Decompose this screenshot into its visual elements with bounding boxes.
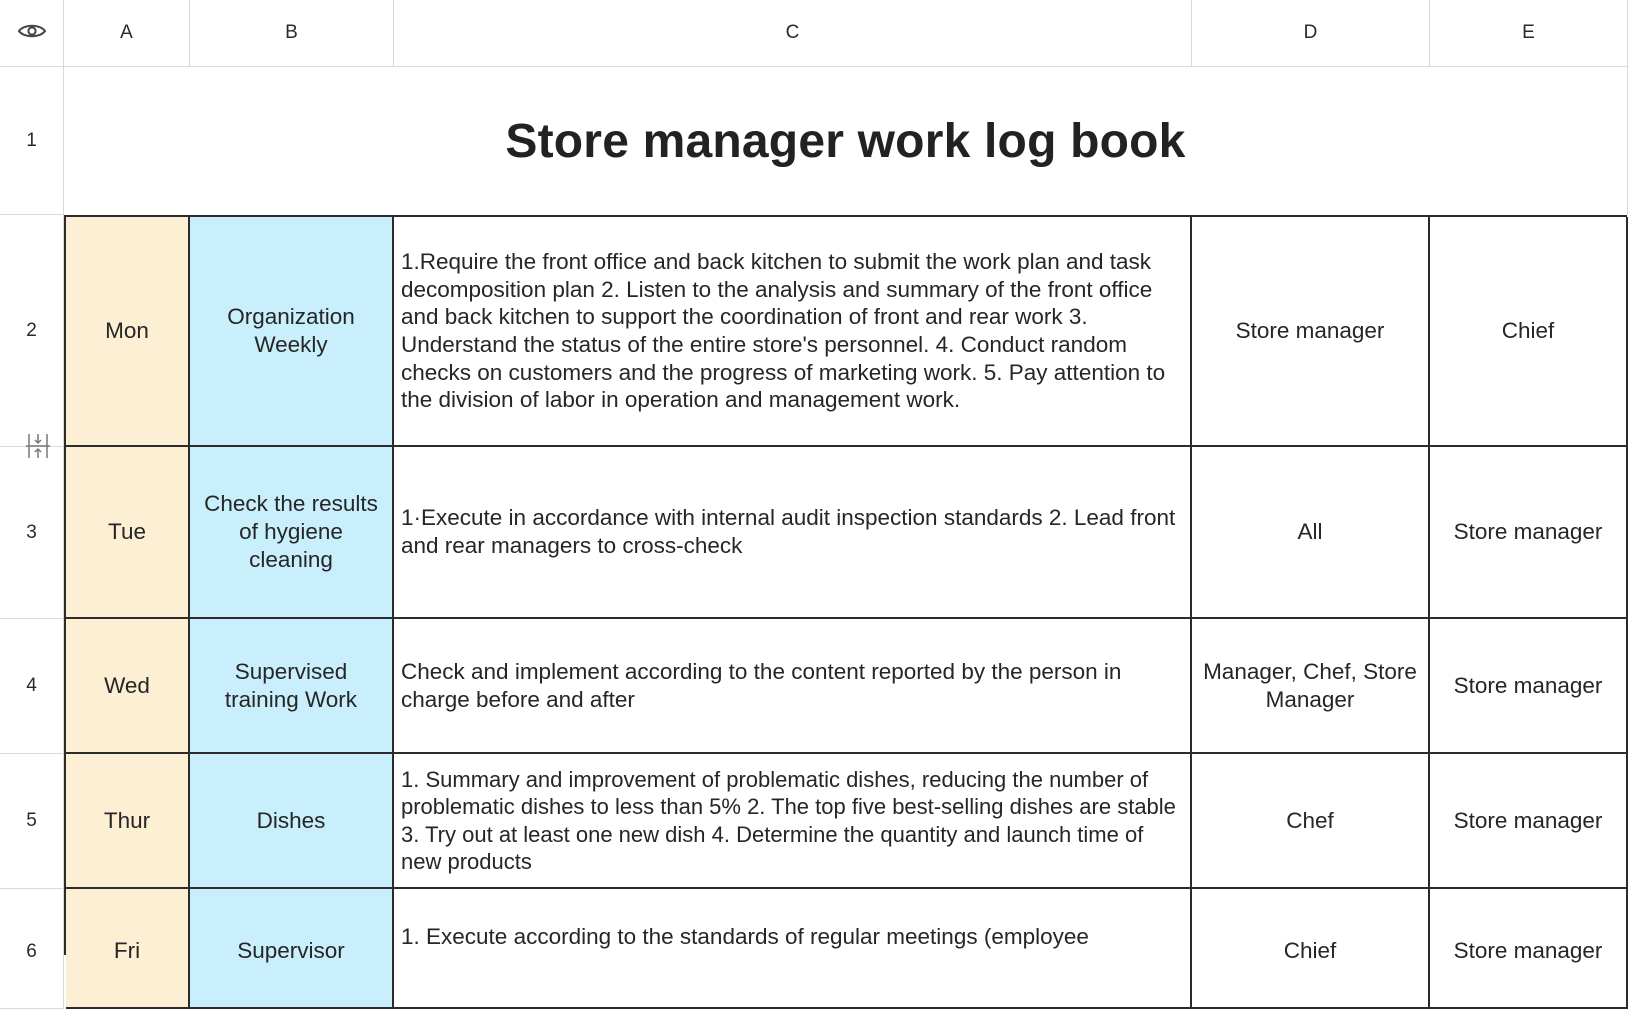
content-text: Check and implement according to the content reported by the person in charge before and after	[401, 658, 1122, 712]
topic-cell[interactable]: Dishes	[190, 754, 394, 889]
row-resize-handle[interactable]	[24, 432, 52, 460]
responsible-cell[interactable]: Store manager	[1192, 217, 1430, 447]
sheet-right-margin	[1628, 0, 1640, 952]
supervisor-cell[interactable]: Store manager	[1430, 754, 1628, 889]
day-cell[interactable]: Tue	[66, 447, 190, 619]
content-cell[interactable]	[394, 447, 1192, 619]
supervisor-cell[interactable]: Store manager	[1430, 889, 1628, 1009]
column-header-d[interactable]: D	[1192, 0, 1430, 67]
day-cell[interactable]: Mon	[66, 217, 190, 447]
supervisor-cell[interactable]: Store manager	[1430, 619, 1628, 754]
content-text: 1. Execute according to the standards of regular meetings (employee	[401, 924, 1089, 949]
content-text: 1. Summary and improvement of problematic dishes, reducing the number of problematic dishes to less than 5% 2. The top five best-selling dishes are stable 3. Try out at least one new dish 4. Determine the quantity and launch time of new products	[401, 767, 1176, 874]
topic-cell[interactable]: Check the results of hygiene cleaning	[190, 447, 394, 619]
row-header-2[interactable]: 2	[0, 215, 64, 447]
day-cell[interactable]: Wed	[66, 619, 190, 754]
select-all-corner[interactable]	[0, 0, 64, 67]
row-header-4[interactable]: 4	[0, 619, 64, 754]
content-cell[interactable]	[394, 217, 1192, 447]
column-header-c[interactable]: C	[394, 0, 1192, 67]
column-header-a[interactable]: A	[64, 0, 190, 67]
responsible-cell[interactable]: Chef	[1192, 754, 1430, 889]
row-header-1[interactable]: 1	[0, 67, 64, 215]
page-title[interactable]: Store manager work log book	[64, 67, 1628, 215]
row-header-3[interactable]: 3	[0, 447, 64, 619]
content-cell[interactable]	[394, 754, 1192, 889]
content-cell[interactable]	[394, 619, 1192, 754]
column-header-b[interactable]: B	[190, 0, 394, 67]
topic-cell[interactable]: Organization Weekly	[190, 217, 394, 447]
eye-icon[interactable]	[17, 22, 47, 45]
row-header-5[interactable]: 5	[0, 754, 64, 889]
content-text: 1.Require the front office and back kitchen to submit the work plan and task decomposition plan 2. Listen to the analysis and summary of the front office and back kitchen to support the coordination of front and rear work 3. Understand the status of the entire store's personnel. 4. Conduct random checks on customers and the progress of marketing work. 5. Pay attention to the division of labor in operation and management work.	[401, 248, 1166, 413]
topic-cell[interactable]: Supervised training Work	[190, 619, 394, 754]
supervisor-cell[interactable]: Chief	[1430, 217, 1628, 447]
responsible-cell[interactable]: Manager, Chef, Store Manager	[1192, 619, 1430, 754]
topic-cell[interactable]: Supervisor	[190, 889, 394, 1009]
content-text: 1·Execute in accordance with internal audit inspection standards 2. Lead front and rear managers to cross-check	[401, 505, 1176, 558]
day-cell[interactable]: Thur	[66, 754, 190, 889]
supervisor-cell[interactable]: Store manager	[1430, 447, 1628, 619]
day-cell[interactable]: Fri	[66, 889, 190, 1009]
responsible-cell[interactable]: All	[1192, 447, 1430, 619]
column-header-e[interactable]: E	[1430, 0, 1628, 67]
row-header-6[interactable]: 6	[0, 889, 64, 1009]
content-cell[interactable]	[394, 889, 1192, 1009]
responsible-cell[interactable]: Chief	[1192, 889, 1430, 1009]
